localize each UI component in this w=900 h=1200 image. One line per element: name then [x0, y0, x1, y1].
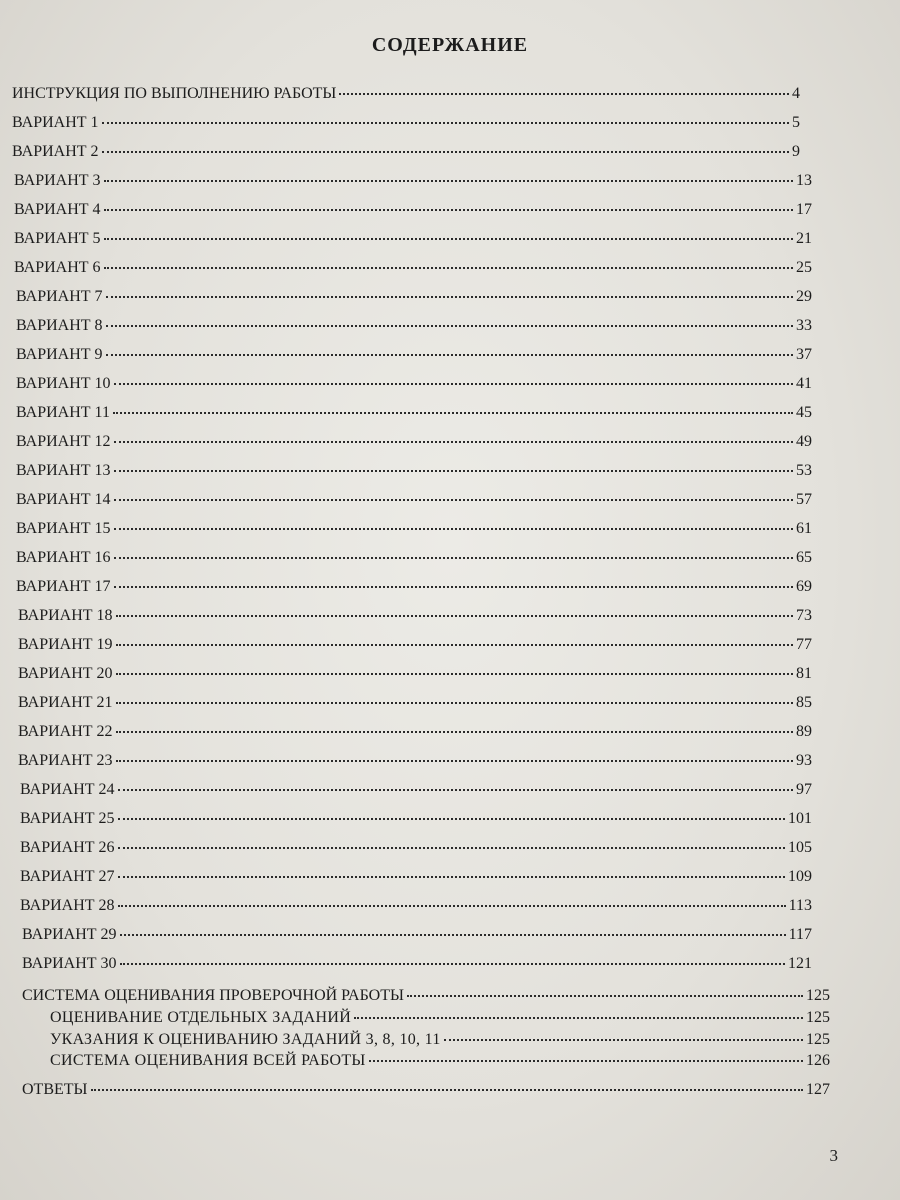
- toc-entry-label: ВАРИАНТ 8: [16, 317, 103, 334]
- toc-entry-page-number: 9: [792, 143, 800, 160]
- toc-row: [16, 345, 812, 365]
- toc-entry-label: ВАРИАНТ 18: [18, 607, 113, 624]
- dot-leader: [114, 499, 793, 501]
- toc-row: [22, 954, 812, 974]
- toc-entry-page-number: 125: [806, 1009, 830, 1026]
- toc-entry-page-number: 85: [796, 694, 812, 711]
- toc-entry-label: ВАРИАНТ 9: [16, 346, 103, 363]
- toc-entry-label: УКАЗАНИЯ К ОЦЕНИВАНИЮ ЗАДАНИЙ 3, 8, 10, 11: [50, 1031, 441, 1048]
- toc-entry-page-number: 105: [788, 839, 812, 856]
- toc-row: [12, 113, 800, 133]
- dot-leader: [104, 209, 793, 211]
- dot-leader: [118, 818, 785, 820]
- dot-leader: [104, 238, 793, 240]
- dot-leader: [116, 673, 793, 675]
- toc-entry-page-number: 125: [806, 987, 830, 1004]
- toc-row: [20, 838, 812, 858]
- toc-entry-page-number: 29: [796, 288, 812, 305]
- toc-row: [18, 664, 812, 684]
- toc-entry-label: ВАРИАНТ 28: [20, 897, 115, 914]
- toc-entry-label: ВАРИАНТ 22: [18, 723, 113, 740]
- toc-row: [12, 84, 800, 104]
- toc-row: [16, 461, 812, 481]
- dot-leader: [116, 760, 793, 762]
- toc-entry-page-number: 127: [806, 1081, 830, 1098]
- toc-row: [18, 635, 812, 655]
- dot-leader: [120, 963, 785, 965]
- toc-row: [20, 809, 812, 829]
- toc-entry-label: ВАРИАНТ 26: [20, 839, 115, 856]
- dot-leader: [116, 615, 793, 617]
- toc-entry-label: ВАРИАНТ 7: [16, 288, 103, 305]
- toc-row: [18, 751, 812, 771]
- toc-entry-label: СИСТЕМА ОЦЕНИВАНИЯ ВСЕЙ РАБОТЫ: [50, 1052, 366, 1069]
- toc-entry-page-number: 5: [792, 114, 800, 131]
- dot-leader: [114, 528, 793, 530]
- dot-leader: [118, 905, 786, 907]
- toc-row: [16, 403, 812, 423]
- toc-entry-label: ВАРИАНТ 27: [20, 868, 115, 885]
- toc-entry-label: ВАРИАНТ 13: [16, 462, 111, 479]
- toc-entry-label: ВАРИАНТ 25: [20, 810, 115, 827]
- dot-leader: [369, 1060, 803, 1062]
- toc-row: [50, 1008, 830, 1028]
- dot-leader: [120, 934, 786, 936]
- dot-leader: [116, 644, 793, 646]
- toc-entry-label: ВАРИАНТ 12: [16, 433, 111, 450]
- dot-leader: [339, 93, 789, 95]
- toc-entry-label: ВАРИАНТ 29: [22, 926, 117, 943]
- dot-leader: [106, 325, 793, 327]
- toc-row: [20, 867, 812, 887]
- toc-entry-page-number: 21: [796, 230, 812, 247]
- toc-entry-page-number: 37: [796, 346, 812, 363]
- toc-entry-page-number: 113: [788, 897, 812, 914]
- dot-leader: [102, 122, 789, 124]
- toc-row: [18, 693, 812, 713]
- toc-row: [16, 519, 812, 539]
- toc-row: [14, 200, 812, 220]
- toc-entry-label: ВАРИАНТ 30: [22, 955, 117, 972]
- dot-leader: [354, 1017, 803, 1019]
- toc-row: [50, 1051, 830, 1071]
- toc-entry-page-number: 13: [796, 172, 812, 189]
- toc-row: [18, 606, 812, 626]
- toc-entry-label: ВАРИАНТ 16: [16, 549, 111, 566]
- toc-row: [16, 316, 812, 336]
- toc-entry-label: ВАРИАНТ 6: [14, 259, 101, 276]
- dot-leader: [106, 354, 793, 356]
- toc-row: [22, 1080, 830, 1100]
- toc-row: [16, 432, 812, 452]
- toc-entry-label: ВАРИАНТ 4: [14, 201, 101, 218]
- toc-entry-page-number: 126: [806, 1052, 830, 1069]
- toc-row: [18, 722, 812, 742]
- page-title: СОДЕРЖАНИЕ: [371, 34, 529, 56]
- toc-entry-label: ВАРИАНТ 21: [18, 694, 113, 711]
- toc-entry-label: ВАРИАНТ 11: [16, 404, 110, 421]
- toc-row: [16, 490, 812, 510]
- dot-leader: [102, 151, 789, 153]
- toc-row: [50, 1030, 830, 1050]
- toc-entry-page-number: 53: [796, 462, 812, 479]
- toc-entry-page-number: 41: [796, 375, 812, 392]
- toc-entry-page-number: 77: [796, 636, 812, 653]
- toc-entry-page-number: 101: [788, 810, 812, 827]
- toc-entry-page-number: 109: [788, 868, 812, 885]
- toc-row: [14, 258, 812, 278]
- toc-row: [14, 171, 812, 191]
- toc-entry-page-number: 73: [796, 607, 812, 624]
- toc-entry-page-number: 4: [792, 85, 800, 102]
- dot-leader: [114, 441, 793, 443]
- dot-leader: [116, 731, 793, 733]
- toc-entry-page-number: 125: [806, 1031, 830, 1048]
- toc-entry-label: ВАРИАНТ 19: [18, 636, 113, 653]
- dot-leader: [114, 383, 793, 385]
- toc-entry-label: ИНСТРУКЦИЯ ПО ВЫПОЛНЕНИЮ РАБОТЫ: [12, 85, 337, 102]
- toc-row: [16, 374, 812, 394]
- toc-row: [22, 986, 830, 1006]
- dot-leader: [113, 412, 793, 414]
- toc-row: [20, 780, 812, 800]
- toc-entry-label: ВАРИАНТ 2: [12, 143, 99, 160]
- dot-leader: [104, 267, 793, 269]
- toc-entry-page-number: 65: [796, 549, 812, 566]
- toc-entry-page-number: 89: [796, 723, 812, 740]
- toc-entry-label: СИСТЕМА ОЦЕНИВАНИЯ ПРОВЕРОЧНОЙ РАБОТЫ: [22, 987, 404, 1004]
- toc-entry-page-number: 57: [796, 491, 812, 508]
- toc-entry-label: ОТВЕТЫ: [22, 1081, 88, 1098]
- dot-leader: [118, 789, 793, 791]
- dot-leader: [114, 586, 793, 588]
- toc-row: [20, 896, 812, 916]
- toc-entry-label: ВАРИАНТ 3: [14, 172, 101, 189]
- toc-entry-page-number: 121: [788, 955, 812, 972]
- toc-entry-page-number: 45: [796, 404, 812, 421]
- toc-entry-label: ОЦЕНИВАНИЕ ОТДЕЛЬНЫХ ЗАДАНИЙ: [50, 1009, 352, 1026]
- dot-leader: [116, 702, 793, 704]
- toc-row: [12, 142, 800, 162]
- toc-entry-label: ВАРИАНТ 24: [20, 781, 115, 798]
- toc-entry-label: ВАРИАНТ 5: [14, 230, 101, 247]
- dot-leader: [407, 995, 803, 997]
- dot-leader: [91, 1089, 804, 1091]
- toc-entry-page-number: 97: [796, 781, 812, 798]
- toc-row: [22, 925, 812, 945]
- toc-entry-page-number: 49: [796, 433, 812, 450]
- toc-entry-label: ВАРИАНТ 14: [16, 491, 111, 508]
- toc-entry-page-number: 93: [796, 752, 812, 769]
- toc-entry-label: ВАРИАНТ 1: [12, 114, 99, 131]
- toc-entry-page-number: 33: [796, 317, 812, 334]
- toc-entry-page-number: 81: [796, 665, 812, 682]
- dot-leader: [118, 847, 785, 849]
- dot-leader: [114, 470, 793, 472]
- dot-leader: [444, 1039, 803, 1041]
- toc-row: [16, 577, 812, 597]
- toc-entry-page-number: 25: [796, 259, 812, 276]
- toc-row: [16, 287, 812, 307]
- dot-leader: [106, 296, 793, 298]
- toc-entry-label: ВАРИАНТ 17: [16, 578, 111, 595]
- dot-leader: [104, 180, 793, 182]
- toc-entry-page-number: 117: [788, 926, 812, 943]
- toc-row: [14, 229, 812, 249]
- dot-leader: [118, 876, 785, 878]
- toc-entry-page-number: 17: [796, 201, 812, 218]
- toc-row: [16, 548, 812, 568]
- toc-entry-label: ВАРИАНТ 23: [18, 752, 113, 769]
- page-number: 3: [829, 1146, 838, 1165]
- toc-entry-label: ВАРИАНТ 20: [18, 665, 113, 682]
- toc-entry-label: ВАРИАНТ 10: [16, 375, 111, 392]
- toc-entry-page-number: 61: [796, 520, 812, 537]
- toc-entry-page-number: 69: [796, 578, 812, 595]
- dot-leader: [114, 557, 793, 559]
- toc-entry-label: ВАРИАНТ 15: [16, 520, 111, 537]
